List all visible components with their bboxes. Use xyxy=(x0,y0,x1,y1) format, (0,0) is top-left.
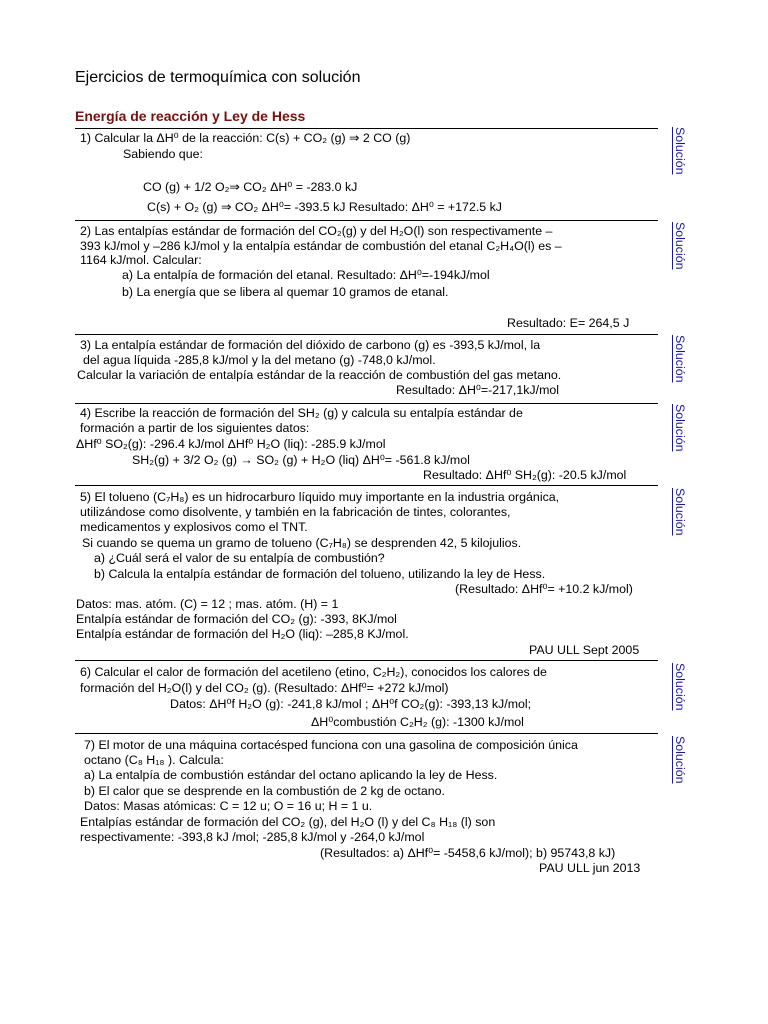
exercise-1-line-4: C(s) + O₂ (g) ⇒ CO₂ ΔH⁰= -393.5 kJ Resultado: ΔH⁰ = +172.5 kJ xyxy=(147,200,503,214)
solution-link-4[interactable]: Solución xyxy=(673,404,687,452)
exercise-1-divider xyxy=(75,128,658,129)
exercise-3-line-3: Calcular la variación de entalpía estándar de la reacción de combustión del gas metano. xyxy=(77,368,562,382)
exercise-2-line-5: b) La energía que se libera al quemar 10 gramos de etanal. xyxy=(122,285,449,299)
exercise-2-line-3: 1164 kJ/mol. Calcular: xyxy=(80,253,202,267)
exercise-5-line-1: 5) El tolueno (C₇H₈) es un hidrocarburo líquido muy importante en la industria orgánica, xyxy=(80,490,560,504)
solution-link-6[interactable]: Solución xyxy=(673,663,687,711)
exercise-1-line-2: Sabiendo que: xyxy=(123,147,203,161)
exercise-2-divider xyxy=(75,220,658,221)
exercise-6-divider xyxy=(75,660,658,661)
solution-link-7[interactable]: Solución xyxy=(673,736,687,784)
solution-link-3[interactable]: Solución xyxy=(673,335,687,383)
exercise-5-line-8: Datos: mas. atóm. (C) = 12 ; mas. atóm. (H) = 1 xyxy=(76,597,339,611)
exercise-7-line-4: b) El calor que se desprende en la combustión de 2 kg de octano. xyxy=(84,784,445,798)
exercise-4-line-2: formación a partir de los siguientes datos: xyxy=(80,421,310,435)
exercise-7-source: PAU ULL jun 2013 xyxy=(539,861,641,875)
exercise-7-line-2: octano (C₈ H₁₈ ). Calcula: xyxy=(84,753,224,767)
solution-link-1[interactable]: Solución xyxy=(673,127,687,175)
exercise-6-line-3: Datos: ΔH⁰f H₂O (g): -241,8 kJ/mol ; ΔH⁰f CO₂(g): -393,13 kJ/mol; xyxy=(170,697,532,711)
exercise-6-line-2: formación del H₂O(l) y del CO₂ (g). (Resultado: ΔHf⁰= +272 kJ/mol) xyxy=(80,681,449,695)
exercise-7-divider xyxy=(75,733,658,734)
exercise-7-line-6: Entalpías estándar de formación del CO₂ (g), del H₂O (l) y del C₈ H₁₈ (l) son xyxy=(80,815,496,829)
page-title: Ejercicios de termoquímica con solución xyxy=(75,69,361,86)
exercise-4-divider xyxy=(75,403,658,404)
exercise-7-line-3: a) La entalpía de combustión estándar del octano aplicando la ley de Hess. xyxy=(84,768,498,782)
solution-link-2[interactable]: Solución xyxy=(673,222,687,270)
exercise-7-line-5: Datos: Masas atómicas: C = 12 u; O = 16 u; H = 1 u. xyxy=(84,799,373,813)
exercise-6-line-1: 6) Calcular el calor de formación del acetileno (etino, C₂H₂), conocidos los calores de xyxy=(80,665,547,679)
exercise-3-line-2: del agua líquida -285,8 kJ/mol y la del metano (g) -748,0 kJ/mol. xyxy=(83,353,436,367)
exercise-5-divider xyxy=(75,485,658,486)
exercise-1-line-1: 1) Calcular la ΔH⁰ de la reacción: C(s) + CO₂ (g) ⇒ 2 CO (g) xyxy=(80,131,411,145)
exercise-3-line-1: 3) La entalpía estándar de formación del dióxido de carbono (g) es -393,5 kJ/mol, la xyxy=(80,338,541,352)
exercise-7-line-7: respectivamente: -393,8 kJ /mol; -285,8 kJ/mol y -264,0 kJ/mol xyxy=(80,830,425,844)
exercise-3-result: Resultado: ΔH⁰=-217,1kJ/mol xyxy=(396,383,560,397)
exercise-5-line-3: medicamentos y explosivos como el TNT. xyxy=(80,520,308,534)
exercise-5-line-2: utilizándose como disolvente, y también en la fabricación de tintes, colorantes, xyxy=(80,505,511,519)
exercise-6-line-4: ΔH⁰combustión C₂H₂ (g): -1300 kJ/mol xyxy=(311,715,524,729)
exercise-2-line-4: a) La entalpía de formación del etanal. Resultado: ΔH⁰=-194kJ/mol xyxy=(122,268,490,282)
exercise-2-line-2: 393 kJ/mol y –286 kJ/mol y la entalpía estándar de combustión del etanal C₂H₄O(l) es – xyxy=(80,239,562,253)
exercise-1-line-3: CO (g) + 1/2 O₂⇒ CO₂ ΔH⁰ = -283.0 kJ xyxy=(143,180,358,194)
exercise-5-line-5: a) ¿Cuál será el valor de su entalpía de combustión? xyxy=(94,551,385,565)
section-title: Energía de reacción y Ley de Hess xyxy=(75,108,306,124)
exercise-7-line-1: 7) El motor de una máquina cortacésped funciona con una gasolina de composición única xyxy=(84,738,578,752)
exercise-4-line-1: 4) Escribe la reacción de formación del SH₂ (g) y calcula su entalpía estándar de xyxy=(80,406,523,420)
exercise-5-line-9: Entalpía estándar de formación del CO₂ (g): -393, 8KJ/mol xyxy=(76,612,397,626)
exercise-5-line-6: b) Calcula la entalpía estándar de formación del tolueno, utilizando la ley de Hess. xyxy=(94,567,546,581)
exercise-2-line-1: 2) Las entalpías estándar de formación del CO₂(g) y del H₂O(l) son respectivamente – xyxy=(80,224,553,238)
exercise-2-result: Resultado: E= 264,5 J xyxy=(507,316,630,330)
exercise-5-line-4: Si cuando se quema un gramo de tolueno (C₇H₈) se desprenden 42, 5 kilojulios. xyxy=(82,536,522,550)
exercise-5-line-10: Entalpía estándar de formación del H₂O (liq): –285,8 KJ/mol. xyxy=(76,627,409,641)
exercise-4-line-3: ΔHf⁰ SO₂(g): -296.4 kJ/mol ΔHf⁰ H₂O (liq): -285.9 kJ/mol xyxy=(76,437,386,451)
exercise-4-line-4: SH₂(g) + 3/2 O₂ (g) → SO₂ (g) + H₂O (liq) ΔH⁰= -561.8 kJ/mol xyxy=(132,453,470,467)
exercise-4-result: Resultado: ΔHf⁰ SH₂(g): -20.5 kJ/mol xyxy=(423,468,627,482)
exercise-3-divider xyxy=(75,334,658,335)
solution-link-5[interactable]: Solución xyxy=(673,488,687,536)
exercise-7-line-8: (Resultados: a) ΔHf⁰= -5458,6 kJ/mol); b) 95743,8 kJ) xyxy=(320,846,616,860)
exercise-5-line-7: (Resultado: ΔHf⁰= +10.2 kJ/mol) xyxy=(455,582,633,596)
exercise-5-source: PAU ULL Sept 2005 xyxy=(529,643,640,657)
